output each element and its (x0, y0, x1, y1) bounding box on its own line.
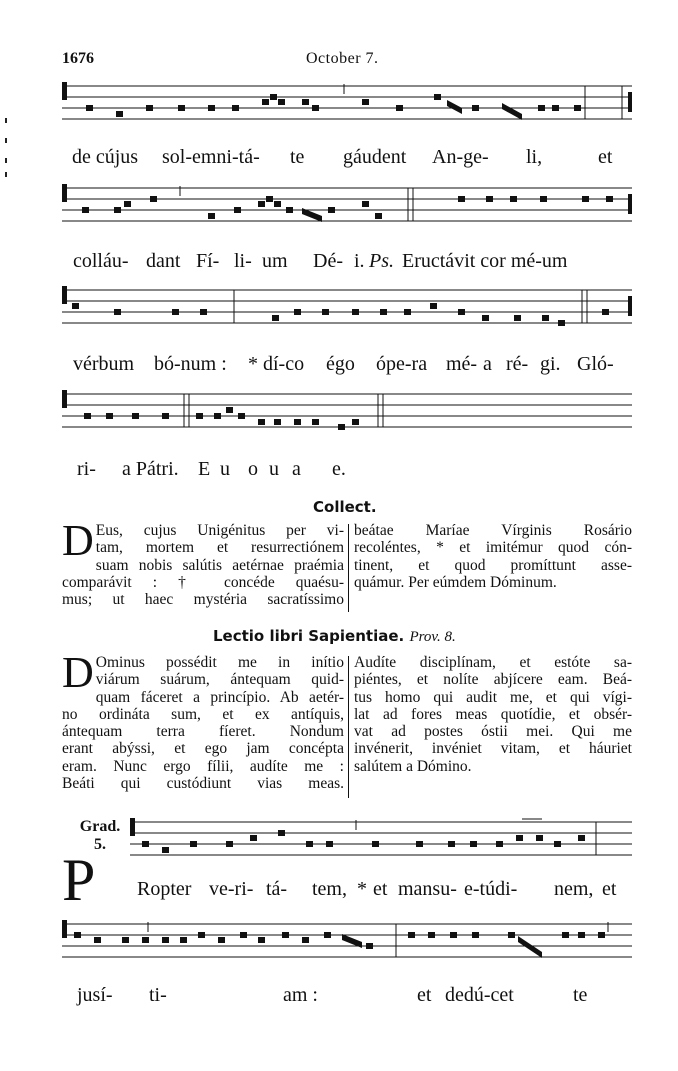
lyric: u (269, 458, 279, 480)
gradual-label-title: Grad. (79, 818, 121, 835)
lyric: égo (326, 353, 355, 375)
page-title: October 7. (306, 50, 379, 67)
lyric: a (483, 353, 492, 375)
lyric: et (602, 878, 617, 900)
text-line: comparávit : † concéde quaésu- (62, 573, 344, 591)
text-line: viárum suárum, ántequam quid- (95, 671, 344, 689)
margin-mark (5, 172, 7, 177)
text-line: recoléntes, * et imitémur quod cón- (354, 539, 632, 557)
lyric: tem, (312, 878, 347, 900)
text-line: piéntes, et nolíte abjícere eam. Beá- (354, 671, 632, 689)
text-line: Audíte disciplínam, et estóte sa- (354, 654, 632, 671)
text-line: vat ad postes óstii mei. Qui me (354, 723, 632, 741)
margin-mark (5, 158, 7, 163)
gradual-dropcap: P (62, 847, 96, 913)
lyric: colláu- (73, 250, 129, 272)
text-line: mus; ut haec mystéria sacratíssimo (62, 591, 344, 609)
lyric: am : (283, 984, 318, 1006)
column-divider (348, 524, 349, 612)
lyric: E (198, 458, 211, 480)
lyric: gi. (540, 353, 561, 375)
lyric: tá- (266, 878, 288, 900)
chant-staff-5 (130, 816, 632, 866)
lyric: li- (234, 250, 252, 272)
collect-left-column (62, 516, 344, 609)
lyric: jusí- (77, 984, 113, 1006)
lyric: ré- (506, 353, 529, 375)
lyric: o (248, 458, 258, 480)
lyric: sol-emni-tá- (162, 146, 260, 168)
lectio-right-column (354, 654, 632, 775)
lyric: mansu- (398, 878, 457, 900)
margin-mark (5, 138, 7, 143)
chant-staff-6 (62, 918, 632, 968)
text-line: tus homo qui audit me, et qui vígi- (354, 688, 632, 706)
text-line: suam nobis salútis aetérnae praémia (95, 556, 344, 574)
lyric: e. (332, 458, 346, 480)
text-line: tinent, et quod promíttunt asse- (354, 556, 632, 574)
lyric: ópe-ra (376, 353, 428, 375)
lyric: bó-num : (154, 353, 227, 375)
margin-mark (5, 118, 7, 123)
lyric: um (262, 250, 288, 272)
lectio-left-column (62, 648, 344, 793)
text-line: quam fáceret a princípio. Ab aetér- (95, 688, 344, 706)
text-line: invénerit, invéniet vitam, et háuriet (354, 740, 632, 758)
clef-icon (62, 82, 67, 100)
lectio-dropcap: D (62, 648, 94, 697)
text-line: beátae Maríae Vírginis Rosário (354, 522, 632, 539)
lyric: dedú-cet (445, 984, 514, 1006)
lyric: dant (146, 250, 181, 272)
lyric: * (357, 878, 367, 900)
text-line: Beáti qui custódiunt vias meas. (62, 775, 344, 793)
lyric: i. (354, 250, 365, 272)
lectio-title (213, 627, 456, 646)
text-line: eram. Nunc ergo fílii, audíte me : (62, 757, 344, 775)
text-line: erant abýssi, et ego jam concépta (62, 740, 344, 758)
lyric: Eructávit cor mé-um (402, 250, 568, 272)
collect-title: Collect. (313, 498, 377, 516)
lyric: u (220, 458, 230, 480)
chant-staff-2 (62, 182, 632, 232)
text-line: Ominus possédit me in inítio (95, 654, 344, 671)
text-line: tam, mortem et resurrectiónem (95, 539, 344, 557)
lyric: gáudent (343, 146, 407, 168)
lyric: ti- (149, 984, 167, 1006)
text-line: lat ad fores meas quotídie, et obsér- (354, 705, 632, 723)
lyric: Ropter (137, 878, 192, 900)
text-line: ántequam terra fíeret. Nondum (62, 723, 344, 741)
lyric: nem, (554, 878, 594, 900)
lyric: et (373, 878, 388, 900)
lyric: e-túdi- (464, 878, 518, 900)
gradual-label-mode: 5. (94, 836, 106, 853)
text-line: quámur. Per eúmdem Dóminum. (354, 573, 557, 591)
lyric: a (292, 458, 301, 480)
chant-staff-4 (62, 388, 632, 438)
lyric: a Pátri. (122, 458, 179, 480)
lyric: et (598, 146, 613, 168)
lyric: Ps. (369, 250, 394, 272)
lyric: ve-ri- (209, 878, 254, 900)
lyric: te (573, 984, 588, 1006)
lyric: te (290, 146, 305, 168)
lectio-heading: Lectio libri Sapientiae. (213, 627, 405, 645)
lyric: de cújus (72, 146, 139, 168)
lyric: mé- (446, 353, 478, 375)
lyric: An-ge- (432, 146, 489, 168)
lyric: * dí-co (248, 353, 305, 375)
page-number: 1676 (62, 50, 94, 67)
text-line: no ordináta sum, et ex antíquis, (62, 705, 344, 723)
lyric: Dé- (313, 250, 343, 272)
lyric: Fí- (196, 250, 220, 272)
collect-right-column (354, 522, 632, 591)
collect-dropcap: D (62, 516, 94, 565)
lyric: ri- (77, 458, 96, 480)
lyric: li, (526, 146, 543, 168)
text-line: salútem a Dómino. (354, 757, 472, 775)
lyric: vérbum (73, 353, 135, 375)
lyric: et (417, 984, 432, 1006)
lyric: Gló- (577, 353, 614, 375)
chant-staff-3 (62, 284, 632, 334)
column-divider (348, 656, 349, 798)
lectio-reference: Prov. 8. (409, 629, 456, 645)
chant-staff-1 (62, 80, 632, 130)
text-line: Eus, cujus Unigénitus per vi- (95, 522, 344, 539)
page-header (62, 50, 632, 72)
